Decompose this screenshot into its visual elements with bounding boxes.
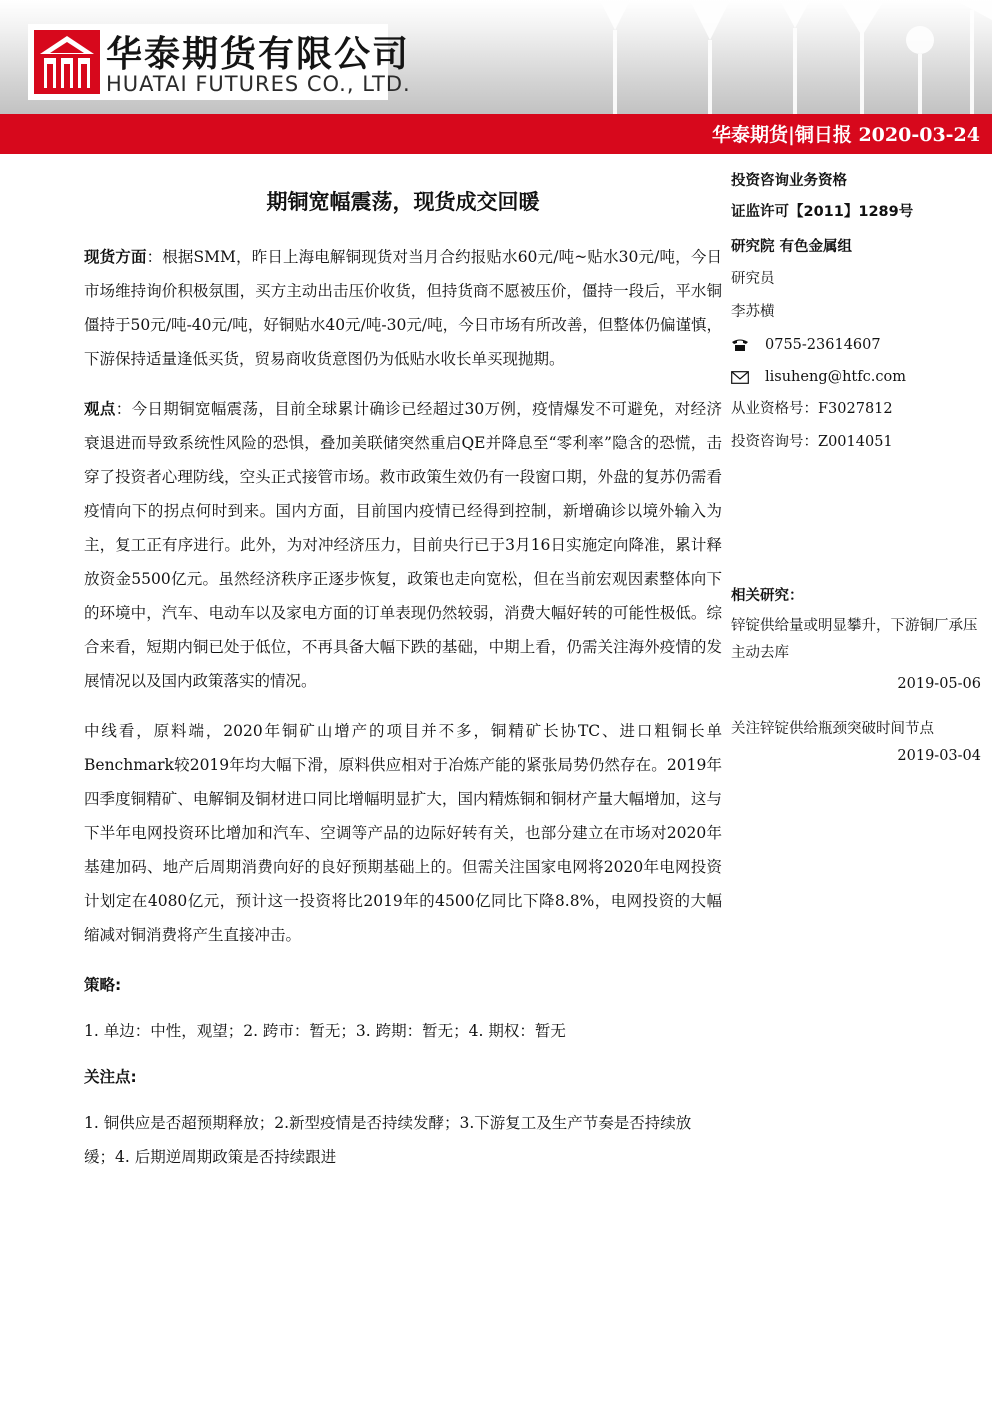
focus-heading: 关注点: [84, 1068, 137, 1086]
analyst-role: 研究员 [731, 271, 775, 287]
related-item-date: 2019-05-06 [897, 676, 981, 692]
view-label: 观点 [84, 400, 116, 418]
phone-number: 0755-23614607 [765, 337, 881, 353]
header-banner [0, 0, 992, 114]
qualification-title: 投资咨询业务资格 [731, 173, 847, 189]
license-number: 证监许可【2011】1289号 [731, 204, 914, 220]
related-item-title: 关注锌锭供给瓶颈突破时间节点 [731, 721, 934, 737]
consult-cert: 投资咨询号：Z0014051 [731, 434, 893, 450]
email-row [731, 361, 981, 393]
related-research-heading: 相关研究： [731, 588, 804, 604]
main-content [84, 180, 722, 1186]
related-item[interactable] [731, 716, 981, 770]
email-address[interactable]: lisuheng@htfc.com [765, 369, 906, 385]
strategy-text: 1. 单边：中性，观望；2. 跨市：暂无；3. 跨期：暂无；4. 期权：暂无 [84, 1022, 566, 1040]
phone-row [731, 329, 981, 361]
spot-text: ：根据SMM，昨日上海电解铜现货对当月合约报贴水60元/吨~贴水30元/吨，今日市场维持询价积极氛围，买方主动出击压价收货，但持货商不愿被压价，僵持一段后，平水铜僵持于50元/吨-40元/吨，好铜贴水40元/吨-30元/吨，今日市场有所改善，但整体仍偏谨慎，下游保持适量逢低买货，贸易商收货意图仍为低贴水收长单买现抛期。 [84, 248, 722, 368]
view-paragraph [84, 392, 722, 698]
analyst-name: 李苏横 [731, 304, 775, 320]
phone-icon [731, 338, 765, 352]
related-item-date: 2019-03-04 [897, 748, 981, 764]
huatai-logo-icon [34, 30, 100, 94]
department: 研究院 有色金属组 [731, 239, 853, 255]
company-name-cn: 华泰期货有限公司 [106, 34, 411, 75]
report-meta: 华泰期货|铜日报 2020-03-24 [711, 124, 980, 146]
spot-paragraph [84, 240, 722, 376]
company-logo [28, 24, 411, 100]
related-item-title: 锌锭供给量或明显攀升，下游铜厂承压主动去库 [731, 618, 978, 661]
sidebar [731, 166, 981, 770]
focus-text: 1. 铜供应是否超预期释放；2.新型疫情是否持续发酵；3.下游复工及生产节奏是否持续放缓；4. 后期逆周期政策是否持续跟进 [84, 1114, 692, 1166]
company-name-en: HUATAI FUTURES CO., LTD. [106, 72, 411, 96]
spot-label: 现货方面 [84, 248, 147, 266]
midline-paragraph: 中线看，原料端，2020年铜矿山增产的项目并不多，铜精矿长协TC、进口粗铜长单Benchmark较2019年均大幅下滑，原料供应相对于冶炼产能的紧张局势仍然存在。2019年四季度铜精矿、电解铜及铜材进口同比增幅明显扩大，国内精炼铜和铜材产量大幅增加，这与下半年电网投资环比增加和汽车、空调等产品的边际好转有关，也部分建立在市场对2020年基建加码、地产后周期消费向好的良好预期基础上的。但需关注国家电网将2020年电网投资计划定在4080亿元，预计这一投资将比2019年的4500亿同比下降8.8%，电网投资的大幅缩减对铜消费将产生直接冲击。 [84, 722, 722, 944]
header-decoration [560, 0, 992, 114]
email-icon [731, 371, 765, 384]
practice-cert: 从业资格号：F3027812 [731, 401, 893, 417]
view-text: ：今日期铜宽幅震荡，目前全球累计确诊已经超过30万例，疫情爆发不可避免，对经济衰退进而导致系统性风险的恐惧，叠加美联储突然重启QE并降息至“零利率”隐含的恐慌，击穿了投资者心理防线，空头正式接管市场。救市政策生效仍有一段窗口期，外盘的复苏仍需看疫情向下的拐点何时到来。国内方面，目前国内疫情已经得到控制，新增确诊以境外输入为主，复工正有序进行。此外，为对冲经济压力，目前央行已于3月16日实施定向降准，累计释放资金5500亿元。虽然经济秩序正逐步恢复，政策也走向宽松，但在当前宏观因素整体向下的环境中，汽车、电动车以及家电方面的订单表现仍然较弱，消费大幅好转的可能性极低。综合来看，短期内铜已处于低位，不再具备大幅下跌的基础，中期上看，仍需关注海外疫情的发展情况以及国内政策落实的情况。 [84, 400, 722, 690]
related-item[interactable] [731, 613, 981, 698]
report-title: 期铜宽幅震荡，现货成交回暖 [266, 190, 540, 214]
strategy-heading: 策略: [84, 976, 122, 994]
